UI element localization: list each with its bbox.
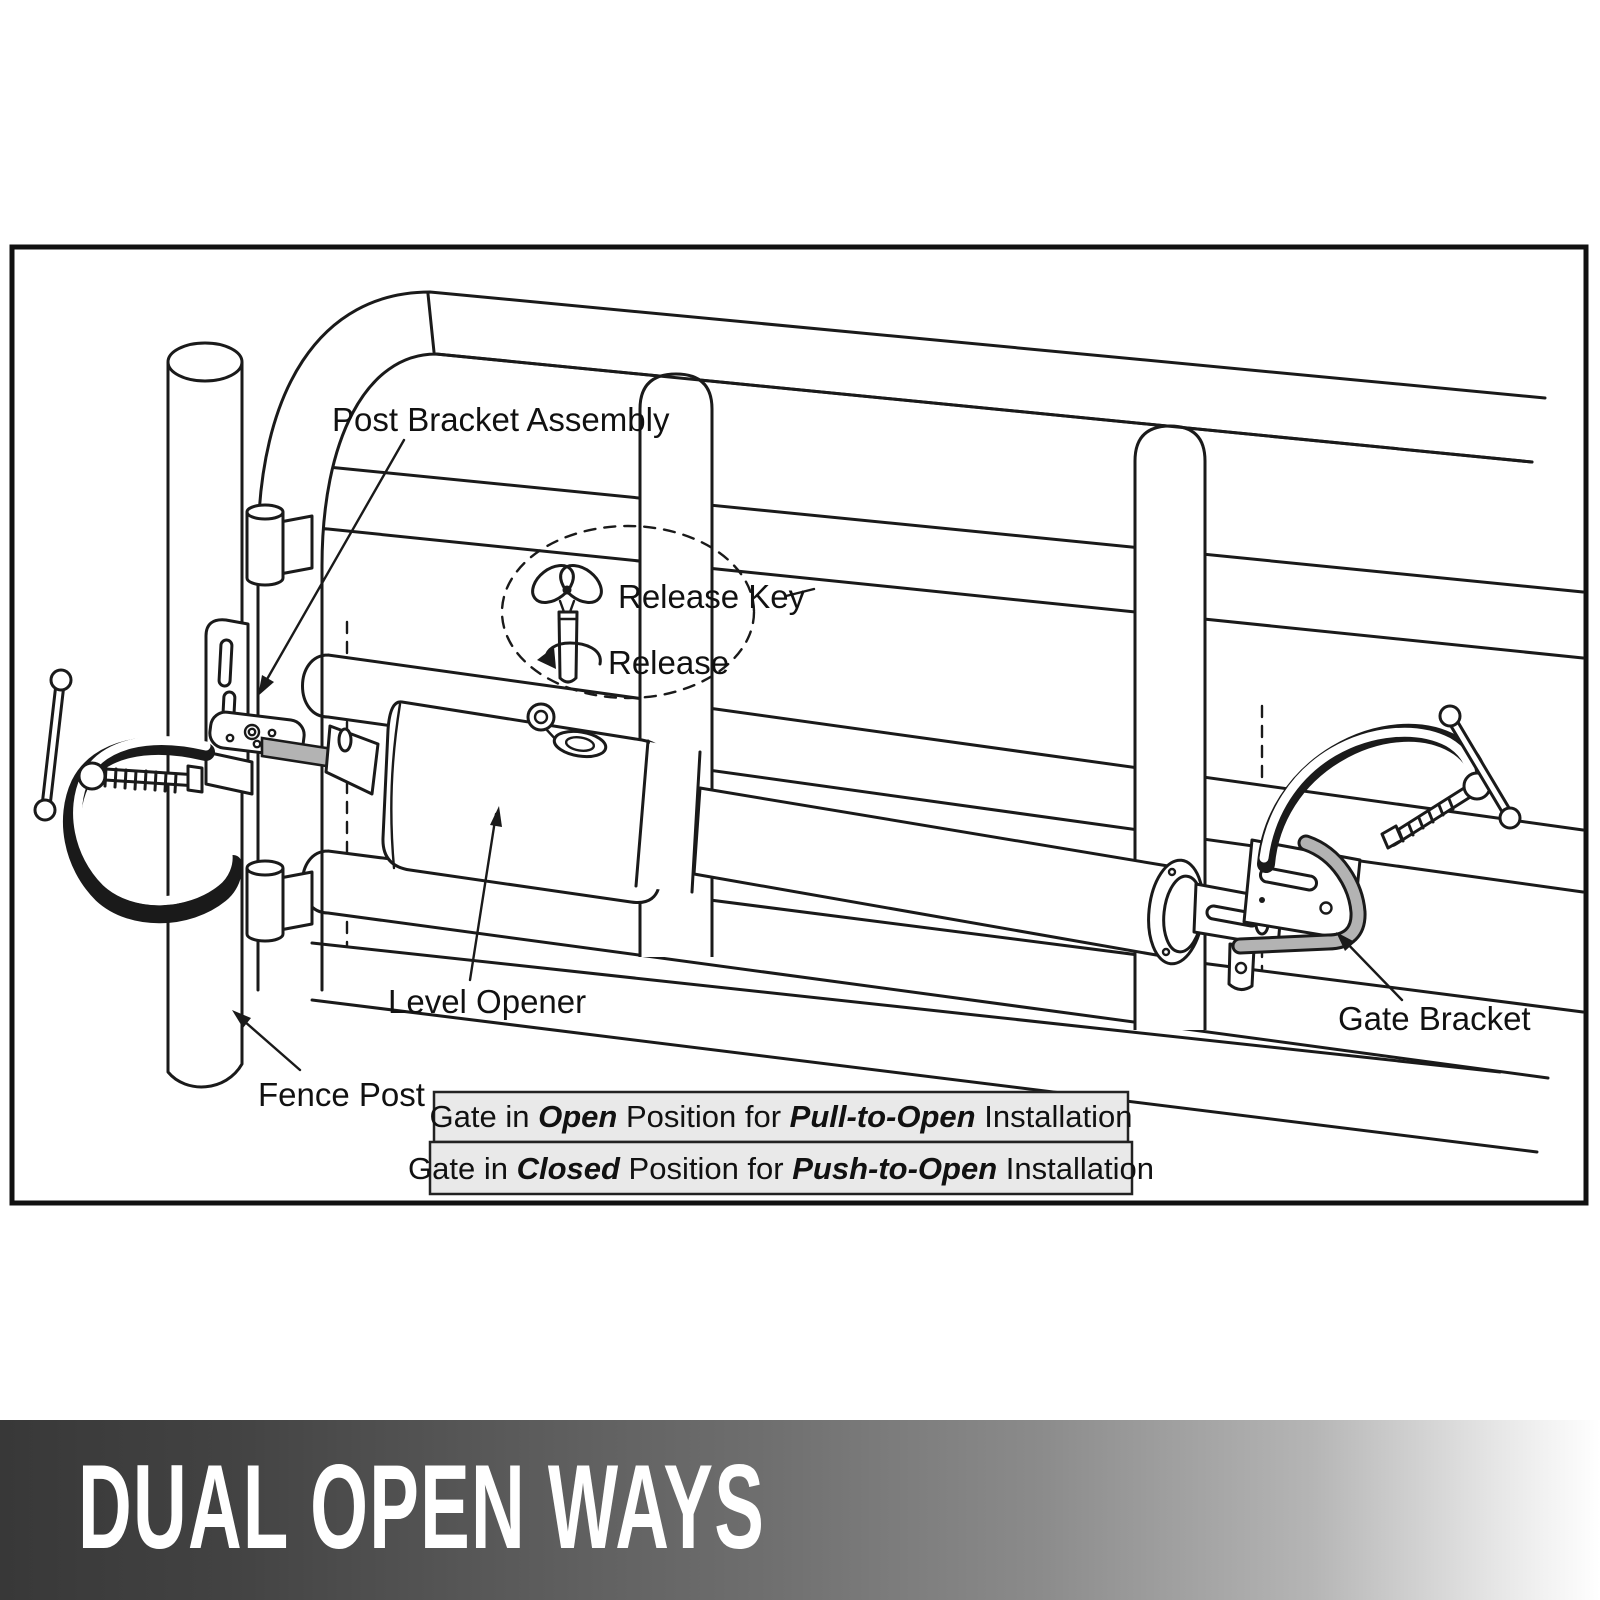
caption1-em1: Open	[538, 1099, 618, 1134]
label-release-key: Release Key	[618, 578, 806, 615]
caption2-tail: Installation	[997, 1151, 1154, 1186]
label-gate-bracket: Gate Bracket	[1338, 1000, 1531, 1037]
caption1-mid: Position for	[617, 1099, 790, 1134]
caption1-lead: Gate in	[429, 1099, 539, 1134]
svg-text:Gate in Open Position for Pull	[430, 1099, 1133, 1134]
label-level-opener: Level Opener	[388, 983, 587, 1020]
caption2-em1: Closed	[516, 1151, 620, 1186]
banner-title: DUAL OPEN WAYS	[78, 1440, 766, 1575]
label-fence-post: Fence Post	[258, 1076, 425, 1113]
caption-box-pull-to-open	[430, 1092, 1133, 1142]
bottom-banner	[0, 1420, 1600, 1600]
label-release: Release	[608, 644, 730, 681]
caption2-lead: Gate in	[408, 1151, 517, 1186]
caption2-em2: Push-to-Open	[792, 1151, 998, 1186]
label-post-bracket-assembly: Post Bracket Assembly	[332, 401, 670, 438]
caption-box-push-to-open	[408, 1142, 1154, 1194]
caption1-em2: Pull-to-Open	[789, 1099, 976, 1134]
caption1-tail: Installation	[975, 1099, 1133, 1134]
svg-text:Gate in Closed Position for Pu	[408, 1151, 1154, 1186]
caption2-mid: Position for	[619, 1151, 793, 1186]
